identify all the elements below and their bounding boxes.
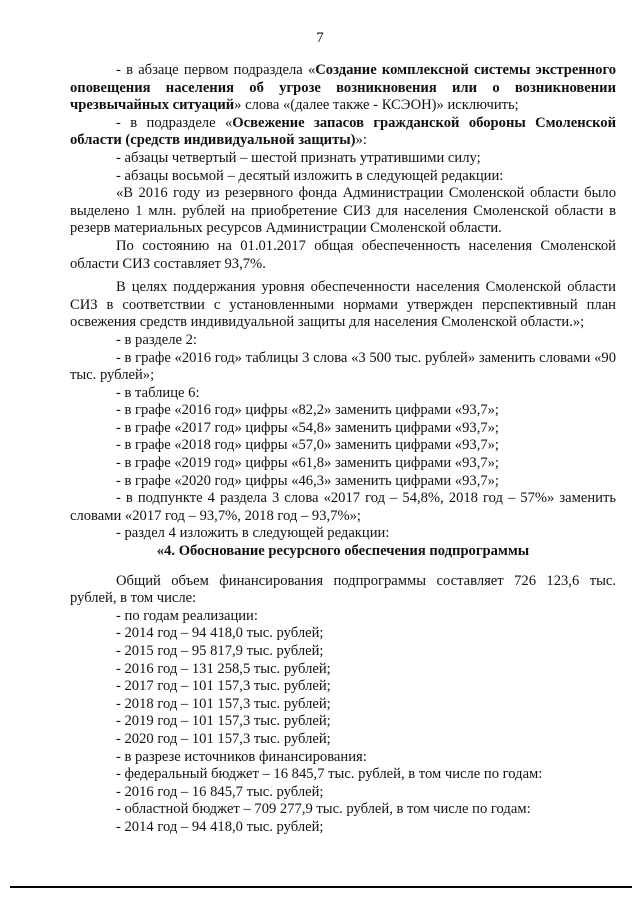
paragraph: - в графе «2017 год» цифры «54,8» заменить цифрами «93,7»; [116,419,499,436]
paragraph: В целях поддержания уровня обеспеченности населения Смоленской области СИЗ в соответствии с установленными нормами утвержден перспективный план освежения средств индивидуальной защиты для населения Смоленской области.»; [70,279,616,331]
paragraph: - раздел 4 изложить в следующей редакции: [116,525,390,542]
text-run: » слова «(далее также - КСЭОН)» исключить; [234,97,519,114]
list-item: - 2015 год – 95 817,9 тыс. рублей; [116,643,324,659]
list-item: - 2017 год – 101 157,3 тыс. рублей; [116,678,331,695]
list-item: - в разрезе источников финансирования: [116,748,367,765]
list-item: - 2019 год – 101 157,3 тыс. рублей; [116,713,331,730]
document-body [70,62,616,837]
text-run-bold: Создание комплексной системы экстренного оповещения населения об угрозе возникновения или о возникновении чрезвычайных ситуаций [70,62,617,114]
text-run: »: [355,132,367,149]
list-item: - областной бюджет – 709 277,9 тыс. рублей, в том числе по годам: [116,801,531,818]
paragraph: - в графе «2016 год» цифры «82,2» заменить цифрами «93,7»; [116,402,499,419]
list-item: - 2018 год – 101 157,3 тыс. рублей; [116,695,331,712]
text-run-bold: Освежение запасов гражданской обороны Смоленской области (средств индивидуальной защиты) [70,114,617,149]
paragraph: - в графе «2019 год» цифры «61,8» заменить цифрами «93,7»; [116,455,499,472]
paragraph: - абзацы четвертый – шестой признать утратившими силу; [116,149,481,166]
list-item: - федеральный бюджет – 16 845,7 тыс. рублей, в том числе по годам: [116,766,543,783]
list-item: - 2014 год – 94 418,0 тыс. рублей; [116,818,324,835]
paragraph [70,62,616,115]
text-run: - в абзаце первом подраздела « [116,62,316,78]
paragraph: - в подпункте 4 раздела 3 слова «2017 год – 54,8%, 2018 год – 57%» заменить словами «2017 год – 93,7%, 2018 год – 93,7%»; [70,490,616,524]
paragraph: - в графе «2020 год» цифры «46,3» заменить цифрами «93,7»; [116,472,499,489]
paragraph: - абзацы восьмой – десятый изложить в следующей редакции: [116,167,504,184]
paragraph: - в графе «2016 год» таблицы 3 слова «3 500 тыс. рублей» заменить словами «90 тыс. рублей»; [70,349,616,384]
paragraph: - в графе «2018 год» цифры «57,0» заменить цифрами «93,7»; [116,437,499,454]
list-item: - по годам реализации: [116,607,258,624]
bottom-rule [10,886,632,888]
paragraph: - в разделе 2: [116,331,197,348]
section-heading: «4. Обоснование ресурсного обеспечения подпрограммы [156,543,530,560]
paragraph: «В 2016 году из резервного фонда Администрации Смоленской области было выделено 1 млн. рублей на приобретение СИЗ для населения Смоленской области в резерв материальных ресурсов Администрации Смоленской области. [70,185,616,237]
page-number: 7 [316,30,324,46]
list-item: - 2014 год – 94 418,0 тыс. рублей; [116,625,324,642]
text-run: - в подразделе « [116,114,233,131]
list-item: - 2016 год – 131 258,5 тыс. рублей; [116,660,331,677]
paragraph [70,115,616,150]
paragraph: - в таблице 6: [116,384,200,401]
paragraph: По состоянию на 01.01.2017 общая обеспеченность населения Смоленской области СИЗ составляет 93,7%. [70,237,616,272]
paragraph: Общий объем финансирования подпрограммы составляет 726 123,6 тыс. рублей, в том числе: [70,572,616,607]
list-item: - 2016 год – 16 845,7 тыс. рублей; [116,783,324,800]
list-item: - 2020 год – 101 157,3 тыс. рублей; [116,730,331,747]
